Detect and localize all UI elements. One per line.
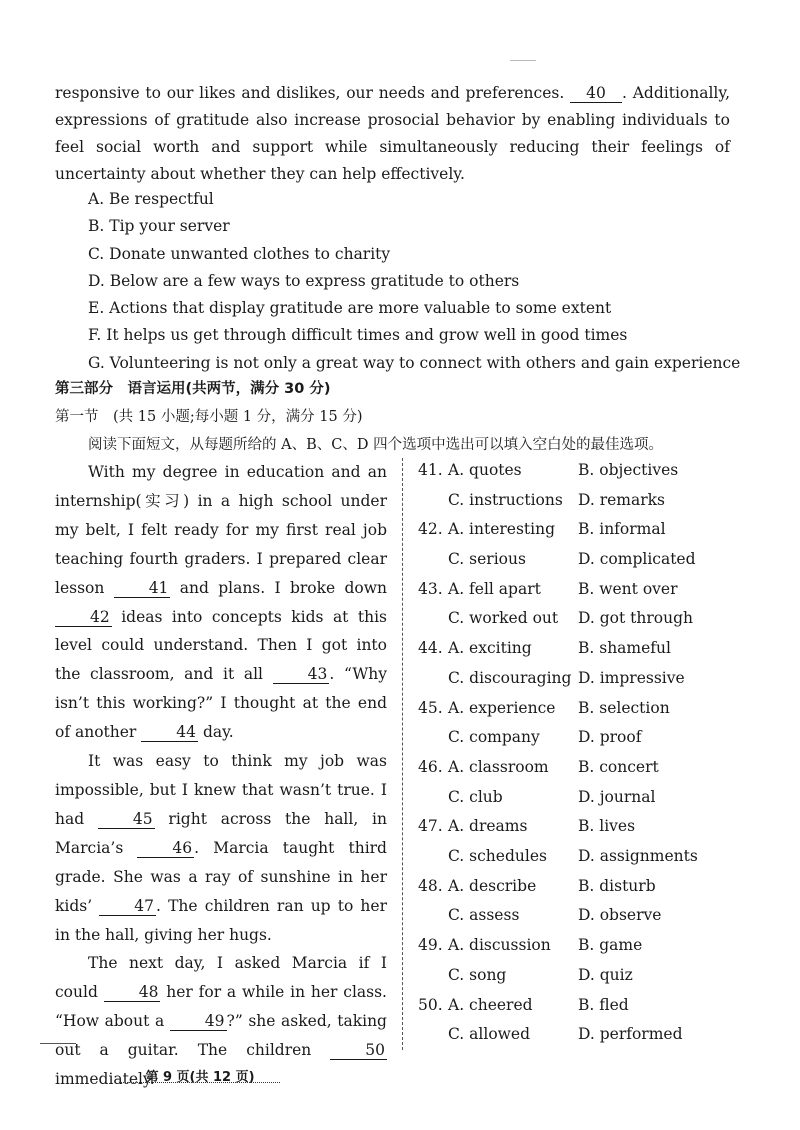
choice-c: C. allowed: [448, 1025, 531, 1044]
question-49: [418, 931, 748, 990]
choice-a: A. dreams: [448, 817, 528, 836]
choice-b: B. game: [578, 936, 643, 955]
question-number: 47.: [418, 817, 443, 836]
option-a: A. Be respectful: [88, 190, 214, 208]
question-number: 45.: [418, 698, 443, 717]
choice-d: D. quiz: [578, 965, 633, 984]
choice-b: B. objectives: [578, 461, 679, 479]
blank-43: 43: [273, 665, 330, 684]
choice-a: A. experience: [448, 698, 556, 717]
choice-a: A. classroom: [448, 757, 549, 776]
passage-paragraph-2: [55, 747, 387, 949]
question-number: 41.: [418, 461, 443, 479]
margin-mark: [40, 1043, 76, 1044]
passage-text: The next day, I asked Marcia if I could: [55, 954, 387, 1002]
blank-49: 49: [170, 1012, 227, 1031]
choice-d: D. complicated: [578, 550, 696, 569]
option-f: F. It helps us get through difficult times and grow well in good times: [88, 326, 628, 345]
footer-underline: [120, 1082, 280, 1083]
question-number: 48.: [418, 876, 443, 895]
choice-d: D. journal: [578, 787, 656, 806]
question-45: [418, 694, 748, 753]
option-g: G. Volunteering is not only a great way to connect with others and gain experience: [88, 353, 741, 372]
choice-a: A. describe: [448, 876, 537, 895]
blank-45: 45: [98, 810, 155, 829]
question-44: [418, 634, 748, 693]
paragraph-text: responsive to our likes and dislikes, our needs and preferences.: [55, 84, 571, 102]
choice-b: B. informal: [578, 520, 666, 539]
section-title: 第三部分 语言运用(共两节，满分 30 分): [55, 381, 331, 397]
choice-d: D. got through: [578, 609, 693, 628]
question-number: 42.: [418, 520, 443, 539]
option-b: B. Tip your server: [88, 217, 230, 236]
blank-47: 47: [99, 897, 156, 916]
choice-d: D. observe: [578, 906, 662, 925]
question-number: 44.: [418, 639, 443, 658]
question-43: [418, 575, 748, 634]
passage-text: It was easy to think my job was impossible, but I knew that wasn’t true. I had: [55, 752, 387, 828]
passage-text: With my degree in education and an internship(实习) in a high school under my belt, I felt ready for my first real job teaching fourth graders. I prepared clear lesson: [55, 463, 387, 597]
choice-c: C. instructions: [448, 490, 563, 509]
blank-50: 50: [330, 1041, 387, 1060]
passage-text: . Marcia taught third grade. She was a ray of sunshine in her kids’: [55, 838, 387, 915]
seven-options-list: [88, 186, 741, 377]
choice-b: B. fled: [578, 995, 629, 1014]
question-41: [418, 456, 748, 515]
choice-c: C. discouraging: [448, 668, 572, 687]
choice-a: A. fell apart: [448, 579, 541, 598]
option-d: D. Below are a few ways to express gratitude to others: [88, 271, 520, 290]
choice-c: C. worked out: [448, 609, 559, 628]
question-number: 43.: [418, 579, 443, 598]
choice-b: B. shameful: [578, 639, 671, 658]
option-c: C. Donate unwanted clothes to charity: [88, 244, 391, 263]
page-number: 第 9 页(共 12 页): [145, 1070, 255, 1085]
cloze-passage: [55, 458, 387, 1094]
choice-c: C. assess: [448, 906, 520, 925]
question-50: [418, 991, 748, 1050]
subsection-title: 第一节 (共 15 小题;每小题 1 分，满分 15 分): [55, 409, 363, 425]
choice-a: A. interesting: [448, 520, 556, 539]
paragraph-text: . Additionally, expressions of gratitude also increase prosocial behavior by enabling individuals to feel social worth and support while simultaneously reducing their feelings of uncertainty about whether they can help effectively.: [55, 84, 730, 183]
passage-text: right across the hall, in Marcia’s: [55, 809, 387, 857]
scan-mark: [510, 60, 536, 61]
choice-c: C. club: [448, 787, 503, 806]
choice-d: D. assignments: [578, 847, 698, 866]
blank-46: 46: [137, 839, 194, 858]
choice-a: A. quotes: [448, 461, 522, 479]
question-number: 46.: [418, 757, 443, 776]
blank-44: 44: [141, 723, 198, 742]
answer-choices: [418, 456, 748, 1050]
choice-d: D. proof: [578, 728, 642, 747]
passage-text: her for a while in her class. “How about a: [55, 983, 387, 1031]
choice-b: B. disturb: [578, 876, 656, 895]
passage-text: and plans. I broke down: [170, 578, 388, 597]
reading-paragraph: [55, 80, 730, 188]
choice-a: A. discussion: [448, 936, 551, 955]
passage-text: ideas into concepts kids at this level could understand. Then I got into the classroom, and it all: [55, 607, 387, 684]
choice-c: C. song: [448, 965, 507, 984]
choice-d: D. impressive: [578, 668, 685, 687]
question-48: [418, 872, 748, 931]
question-number: 49.: [418, 936, 443, 955]
blank-40: 40: [570, 84, 622, 103]
question-number: 50.: [418, 995, 443, 1014]
choice-d: D. remarks: [578, 490, 666, 509]
question-42: [418, 515, 748, 574]
choice-b: B. lives: [578, 817, 636, 836]
question-47: [418, 812, 748, 871]
option-e: E. Actions that display gratitude are more valuable to some extent: [88, 299, 612, 318]
choice-c: C. schedules: [448, 847, 547, 866]
passage-text: . “Why isn’t this working?” I thought at the end of another: [55, 665, 387, 742]
blank-41: 41: [114, 579, 171, 598]
choice-c: C. serious: [448, 550, 526, 569]
choice-d: D. performed: [578, 1025, 683, 1044]
question-46: [418, 753, 748, 812]
passage-text: day.: [198, 723, 234, 742]
choice-c: C. company: [448, 728, 540, 747]
column-divider: [402, 458, 403, 1050]
blank-42: 42: [55, 608, 112, 627]
passage-text: ?” she asked, taking out a guitar. The children: [55, 1012, 387, 1060]
choice-a: A. exciting: [448, 639, 532, 658]
choice-b: B. selection: [578, 698, 670, 717]
passage-text: immediately.: [55, 1070, 155, 1089]
passage-paragraph-1: [55, 458, 387, 747]
blank-48: 48: [104, 983, 161, 1002]
choice-b: B. went over: [578, 579, 678, 598]
choice-b: B. concert: [578, 757, 659, 776]
passage-text: . The children ran up to her in the hall, giving her hugs.: [55, 896, 387, 944]
instruction-text: 阅读下面短文，从每题所给的 A、B、C、D 四个选项中选出可以填入空白处的最佳选项。: [88, 437, 664, 453]
choice-a: A. cheered: [448, 995, 533, 1014]
